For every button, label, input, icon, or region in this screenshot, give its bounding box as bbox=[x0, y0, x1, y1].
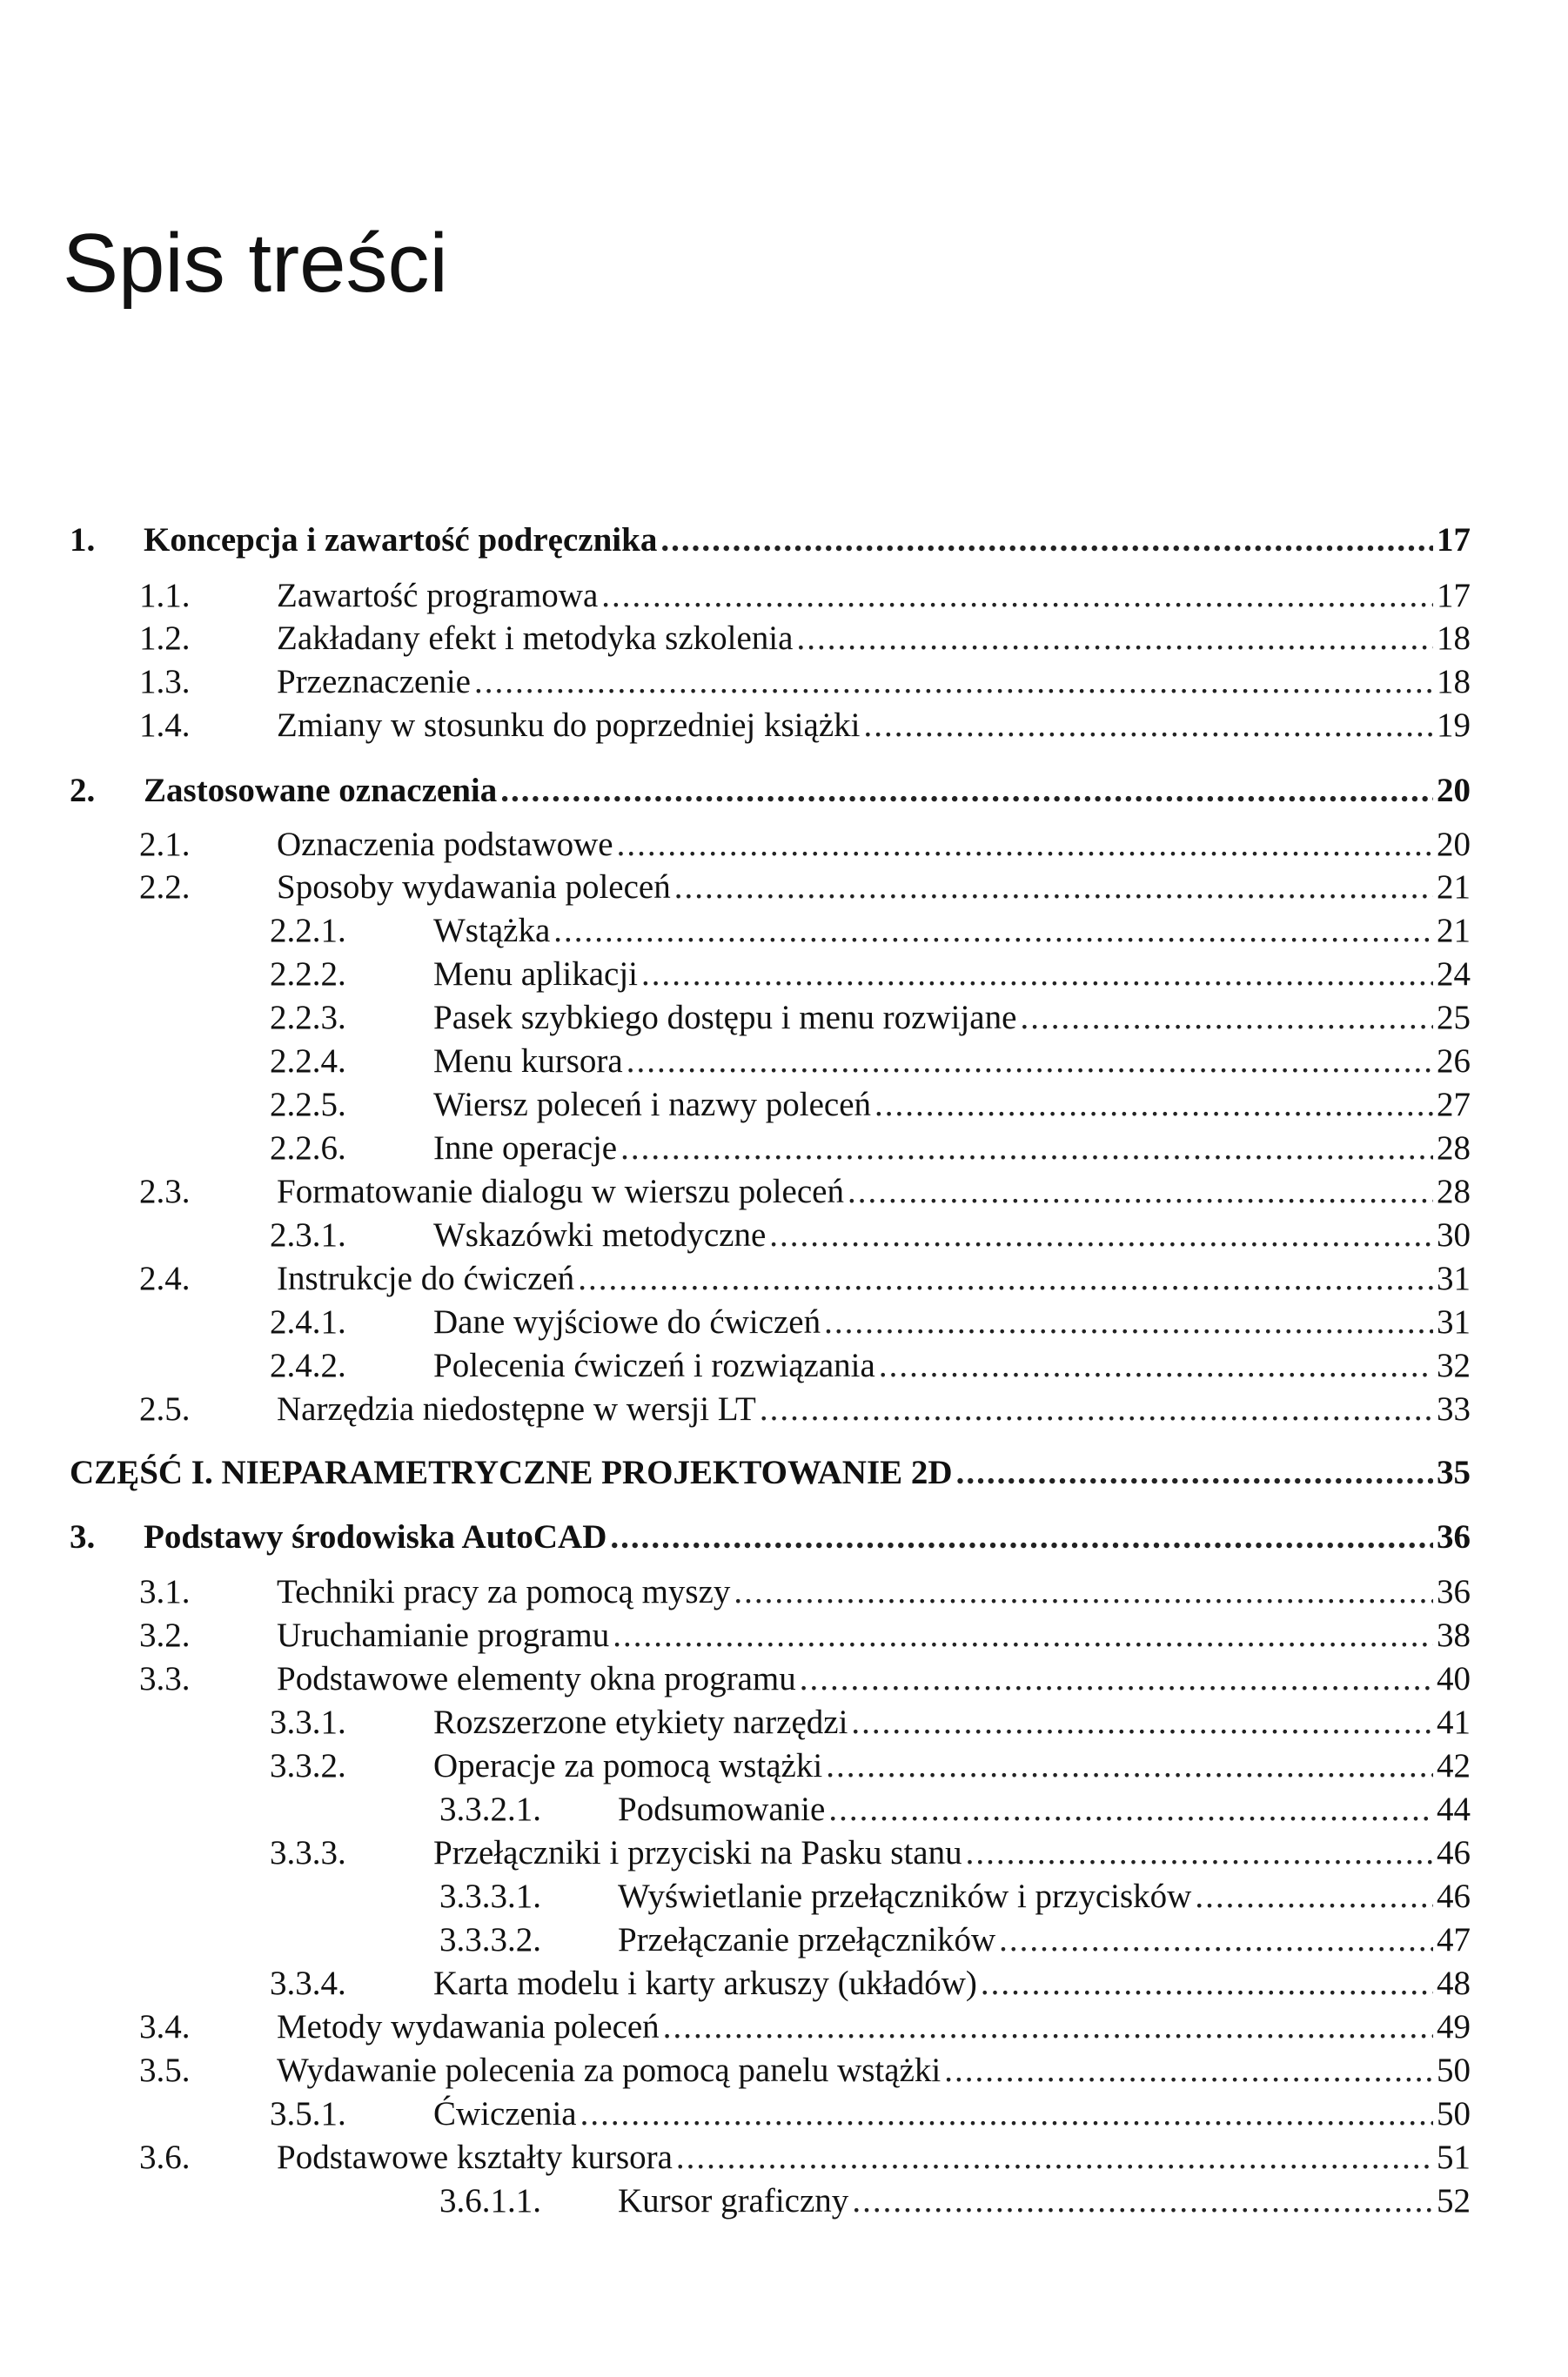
toc-entry-number: 2.2. bbox=[139, 868, 191, 906]
dot-leader bbox=[610, 1516, 1433, 1559]
toc-entry-number: 3.3.2. bbox=[270, 1747, 346, 1784]
toc-entry-page: 41 bbox=[1437, 1704, 1471, 1741]
dot-leader bbox=[863, 704, 1433, 747]
toc-entry-page: 32 bbox=[1437, 1347, 1471, 1384]
toc-entry-page: 51 bbox=[1437, 2139, 1471, 2176]
toc-entry-page: 17 bbox=[1437, 577, 1471, 614]
toc-entry-number: 2.2.4. bbox=[270, 1042, 346, 1080]
toc-entry bbox=[0, 660, 1568, 704]
dot-leader bbox=[578, 1257, 1433, 1301]
toc-entry-page: 52 bbox=[1437, 2182, 1471, 2220]
toc-entry-number: 2.4.1. bbox=[270, 1303, 346, 1341]
toc-entry-number: 2.2.1. bbox=[270, 912, 346, 949]
dot-leader bbox=[660, 519, 1433, 562]
dot-leader bbox=[663, 2005, 1433, 2049]
toc-entry-title: Podstawowe elementy okna programu bbox=[277, 1660, 796, 1697]
toc-entry-number: 3.3.3.1. bbox=[439, 1878, 541, 1915]
toc-entry bbox=[0, 1516, 1568, 1559]
dot-leader bbox=[769, 1214, 1433, 1257]
toc-entry-title: Koncepcja i zawartość podręcznika bbox=[144, 521, 658, 559]
toc-entry-page: 50 bbox=[1437, 2095, 1471, 2133]
toc-entry-title: Pasek szybkiego dostępu i menu rozwijane bbox=[433, 999, 1017, 1036]
dot-leader bbox=[1195, 1875, 1433, 1918]
toc-entry-title: Podstawowe kształty kursora bbox=[277, 2139, 673, 2176]
toc-entry-page: 31 bbox=[1437, 1260, 1471, 1297]
toc-entry-page: 26 bbox=[1437, 1042, 1471, 1080]
toc-entry bbox=[0, 1083, 1568, 1127]
toc-entry bbox=[0, 866, 1568, 909]
toc-entry-number: 2. bbox=[70, 772, 96, 809]
toc-entry-number: 3.5.1. bbox=[270, 2095, 346, 2133]
toc-entry-title: Zastosowane oznaczenia bbox=[144, 772, 498, 809]
toc-entry-number: 1.4. bbox=[139, 706, 191, 744]
toc-entry bbox=[0, 996, 1568, 1040]
toc-entry-page: 40 bbox=[1437, 1660, 1471, 1697]
toc-entry bbox=[0, 574, 1568, 618]
page-title: Spis treści bbox=[63, 217, 448, 310]
toc-entry-title: Kursor graficzny bbox=[618, 2182, 849, 2220]
toc-entry-title: Przełączanie przełączników bbox=[618, 1921, 996, 1959]
toc-entry-title: Oznaczenia podstawowe bbox=[277, 826, 613, 863]
toc-entry-title: Wskazówki metodyczne bbox=[433, 1216, 767, 1254]
dot-leader bbox=[826, 1744, 1433, 1788]
toc-entry-title: Narzędzia niedostępne w wersji LT bbox=[277, 1390, 756, 1428]
toc-entry-number: 3.1. bbox=[139, 1573, 191, 1610]
toc-entry bbox=[0, 1451, 1568, 1495]
dot-leader bbox=[852, 2179, 1433, 2223]
toc-entry-page: 47 bbox=[1437, 1921, 1471, 1959]
toc-entry-page: 21 bbox=[1437, 912, 1471, 949]
toc-entry-page: 31 bbox=[1437, 1303, 1471, 1341]
toc-entry-title: Wydawanie polecenia za pomocą panelu wstążki bbox=[277, 2052, 941, 2089]
toc-entry-number: 3.3.3.2. bbox=[439, 1921, 541, 1959]
toc-entry bbox=[0, 1388, 1568, 1431]
dot-leader bbox=[1020, 996, 1433, 1040]
toc-entry bbox=[0, 519, 1568, 562]
toc-entry-page: 46 bbox=[1437, 1878, 1471, 1915]
toc-entry-title: Uruchamianie programu bbox=[277, 1617, 610, 1654]
toc-entry bbox=[0, 1301, 1568, 1344]
toc-entry bbox=[0, 1657, 1568, 1701]
toc-entry bbox=[0, 1918, 1568, 1962]
toc-entry-number: 3.3. bbox=[139, 1660, 191, 1697]
toc-entry-number: 2.5. bbox=[139, 1390, 191, 1428]
toc-entry-page: 18 bbox=[1437, 619, 1471, 657]
toc-entry-title: Przeznaczenie bbox=[277, 663, 471, 700]
toc-entry-title: CZĘŚĆ I. NIEPARAMETRYCZNE PROJEKTOWANIE 2D bbox=[70, 1454, 953, 1491]
toc-entry bbox=[0, 1788, 1568, 1831]
dot-leader bbox=[613, 1614, 1433, 1657]
toc-entry bbox=[0, 1570, 1568, 1614]
dot-leader bbox=[796, 617, 1433, 660]
toc-entry-title: Zmiany w stosunku do poprzedniej książki bbox=[277, 706, 861, 744]
toc-entry bbox=[0, 823, 1568, 867]
dot-leader bbox=[601, 574, 1433, 618]
dot-leader bbox=[553, 909, 1433, 953]
dot-leader bbox=[874, 1083, 1433, 1127]
dot-leader bbox=[620, 1127, 1433, 1170]
toc-entry bbox=[0, 2136, 1568, 2179]
dot-leader bbox=[800, 1657, 1433, 1701]
toc-entry bbox=[0, 1875, 1568, 1918]
toc-entry-title: Podsumowanie bbox=[618, 1791, 826, 1828]
toc-entry-number: 1. bbox=[70, 521, 96, 559]
toc-entry-number: 2.3.1. bbox=[270, 1216, 346, 1254]
toc-entry-title: Podstawy środowiska AutoCAD bbox=[144, 1518, 607, 1556]
toc-entry-title: Wiersz poleceń i nazwy poleceń bbox=[433, 1086, 872, 1123]
toc-entry-number: 2.2.2. bbox=[270, 955, 346, 993]
toc-entry bbox=[0, 2179, 1568, 2223]
toc-entry bbox=[0, 1170, 1568, 1214]
toc-entry-page: 20 bbox=[1437, 772, 1471, 809]
toc-entry-title: Inne operacje bbox=[433, 1129, 618, 1167]
toc-entry-number: 2.2.3. bbox=[270, 999, 346, 1036]
toc-entry-page: 36 bbox=[1437, 1573, 1471, 1610]
toc-entry-number: 3.6. bbox=[139, 2139, 191, 2176]
toc-entry-number: 1.2. bbox=[139, 619, 191, 657]
toc-entry-page: 36 bbox=[1437, 1518, 1471, 1556]
dot-leader bbox=[981, 1962, 1433, 2005]
toc-entry-page: 18 bbox=[1437, 663, 1471, 700]
dot-leader bbox=[641, 953, 1433, 996]
toc-entry bbox=[0, 704, 1568, 747]
toc-entry bbox=[0, 2092, 1568, 2136]
toc-entry-number: 3. bbox=[70, 1518, 96, 1556]
toc-entry-page: 20 bbox=[1437, 826, 1471, 863]
toc-entry-title: Zakładany efekt i metodyka szkolenia bbox=[277, 619, 794, 657]
toc-entry-number: 2.4.2. bbox=[270, 1347, 346, 1384]
toc-entry-number: 2.1. bbox=[139, 826, 191, 863]
dot-leader bbox=[734, 1570, 1433, 1614]
toc-entry-number: 2.4. bbox=[139, 1260, 191, 1297]
toc-entry-title: Operacje za pomocą wstążki bbox=[433, 1747, 823, 1784]
dot-leader bbox=[944, 2049, 1433, 2092]
dot-leader bbox=[580, 2092, 1433, 2136]
dot-leader bbox=[966, 1831, 1433, 1875]
toc-entry-number: 1.1. bbox=[139, 577, 191, 614]
toc-entry-page: 21 bbox=[1437, 868, 1471, 906]
dot-leader bbox=[848, 1170, 1433, 1214]
toc-entry-number: 1.3. bbox=[139, 663, 191, 700]
toc-entry-title: Przełączniki i przyciski na Pasku stanu bbox=[433, 1834, 962, 1871]
toc-entry-title: Rozszerzone etykiety narzędzi bbox=[433, 1704, 848, 1741]
dot-leader bbox=[851, 1701, 1433, 1744]
toc-entry-title: Menu aplikacji bbox=[433, 955, 639, 993]
dot-leader bbox=[879, 1344, 1433, 1388]
toc-entry-title: Karta modelu i karty arkuszy (układów) bbox=[433, 1965, 977, 2002]
toc-entry-title: Zawartość programowa bbox=[277, 577, 599, 614]
toc-entry-page: 38 bbox=[1437, 1617, 1471, 1654]
toc-entry bbox=[0, 1701, 1568, 1744]
dot-leader bbox=[956, 1451, 1433, 1495]
toc-entry-title: Instrukcje do ćwiczeń bbox=[277, 1260, 575, 1297]
toc-entry bbox=[0, 1127, 1568, 1170]
toc-entry-number: 3.3.4. bbox=[270, 1965, 346, 2002]
toc-entry bbox=[0, 953, 1568, 996]
dot-leader bbox=[674, 866, 1433, 909]
toc-entry bbox=[0, 769, 1568, 813]
toc-entry-page: 28 bbox=[1437, 1173, 1471, 1210]
toc-entry bbox=[0, 1040, 1568, 1083]
toc-entry-page: 30 bbox=[1437, 1216, 1471, 1254]
dot-leader bbox=[617, 823, 1433, 867]
toc-entry-number: 3.5. bbox=[139, 2052, 191, 2089]
toc-entry-page: 28 bbox=[1437, 1129, 1471, 1167]
toc-entry bbox=[0, 1344, 1568, 1388]
toc-entry-title: Wyświetlanie przełączników i przycisków bbox=[618, 1878, 1192, 1915]
toc-entry-number: 3.3.2.1. bbox=[439, 1791, 541, 1828]
toc-entry-page: 49 bbox=[1437, 2008, 1471, 2046]
toc-entry-number: 3.6.1.1. bbox=[439, 2182, 541, 2220]
toc-entry-title: Metody wydawania poleceń bbox=[277, 2008, 660, 2046]
toc-entry bbox=[0, 617, 1568, 660]
toc-entry-page: 35 bbox=[1437, 1454, 1471, 1491]
toc-entry-page: 19 bbox=[1437, 706, 1471, 744]
toc-entry-number: 2.3. bbox=[139, 1173, 191, 1210]
toc-entry bbox=[0, 1257, 1568, 1301]
toc-entry-number: 3.3.3. bbox=[270, 1834, 346, 1871]
toc-entry bbox=[0, 2049, 1568, 2092]
toc-entry bbox=[0, 1831, 1568, 1875]
toc-entry-title: Wstążka bbox=[433, 912, 551, 949]
toc-entry bbox=[0, 909, 1568, 953]
toc-entry-number: 3.2. bbox=[139, 1617, 191, 1654]
toc-entry-number: 3.4. bbox=[139, 2008, 191, 2046]
toc-entry-page: 42 bbox=[1437, 1747, 1471, 1784]
toc-entry-number: 3.3.1. bbox=[270, 1704, 346, 1741]
toc-entry bbox=[0, 1614, 1568, 1657]
toc-entry-title: Sposoby wydawania poleceń bbox=[277, 868, 671, 906]
toc-entry bbox=[0, 1962, 1568, 2005]
toc-entry bbox=[0, 1214, 1568, 1257]
toc-entry-page: 33 bbox=[1437, 1390, 1471, 1428]
toc-entry-title: Menu kursora bbox=[433, 1042, 623, 1080]
toc-entry-page: 17 bbox=[1437, 521, 1471, 559]
dot-leader bbox=[676, 2136, 1433, 2179]
dot-leader bbox=[828, 1788, 1433, 1831]
dot-leader bbox=[999, 1918, 1433, 1962]
dot-leader bbox=[500, 769, 1433, 813]
dot-leader bbox=[474, 660, 1433, 704]
toc-entry-page: 46 bbox=[1437, 1834, 1471, 1871]
toc-entry-page: 44 bbox=[1437, 1791, 1471, 1828]
toc-entry-number: 2.2.5. bbox=[270, 1086, 346, 1123]
toc-entry bbox=[0, 1744, 1568, 1788]
toc-entry-title: Formatowanie dialogu w wierszu poleceń bbox=[277, 1173, 844, 1210]
toc-entry-number: 2.2.6. bbox=[270, 1129, 346, 1167]
toc-entry-page: 27 bbox=[1437, 1086, 1471, 1123]
toc-entry-page: 50 bbox=[1437, 2052, 1471, 2089]
toc-entry-title: Polecenia ćwiczeń i rozwiązania bbox=[433, 1347, 875, 1384]
toc-entry bbox=[0, 2005, 1568, 2049]
toc-entry-title: Techniki pracy za pomocą myszy bbox=[277, 1573, 731, 1610]
toc-entry-title: Ćwiczenia bbox=[433, 2095, 577, 2133]
dot-leader bbox=[824, 1301, 1433, 1344]
toc-entry-page: 25 bbox=[1437, 999, 1471, 1036]
dot-leader bbox=[760, 1388, 1433, 1431]
toc-entry-page: 48 bbox=[1437, 1965, 1471, 2002]
dot-leader bbox=[627, 1040, 1433, 1083]
toc-entry-title: Dane wyjściowe do ćwiczeń bbox=[433, 1303, 821, 1341]
toc-entry-page: 24 bbox=[1437, 955, 1471, 993]
